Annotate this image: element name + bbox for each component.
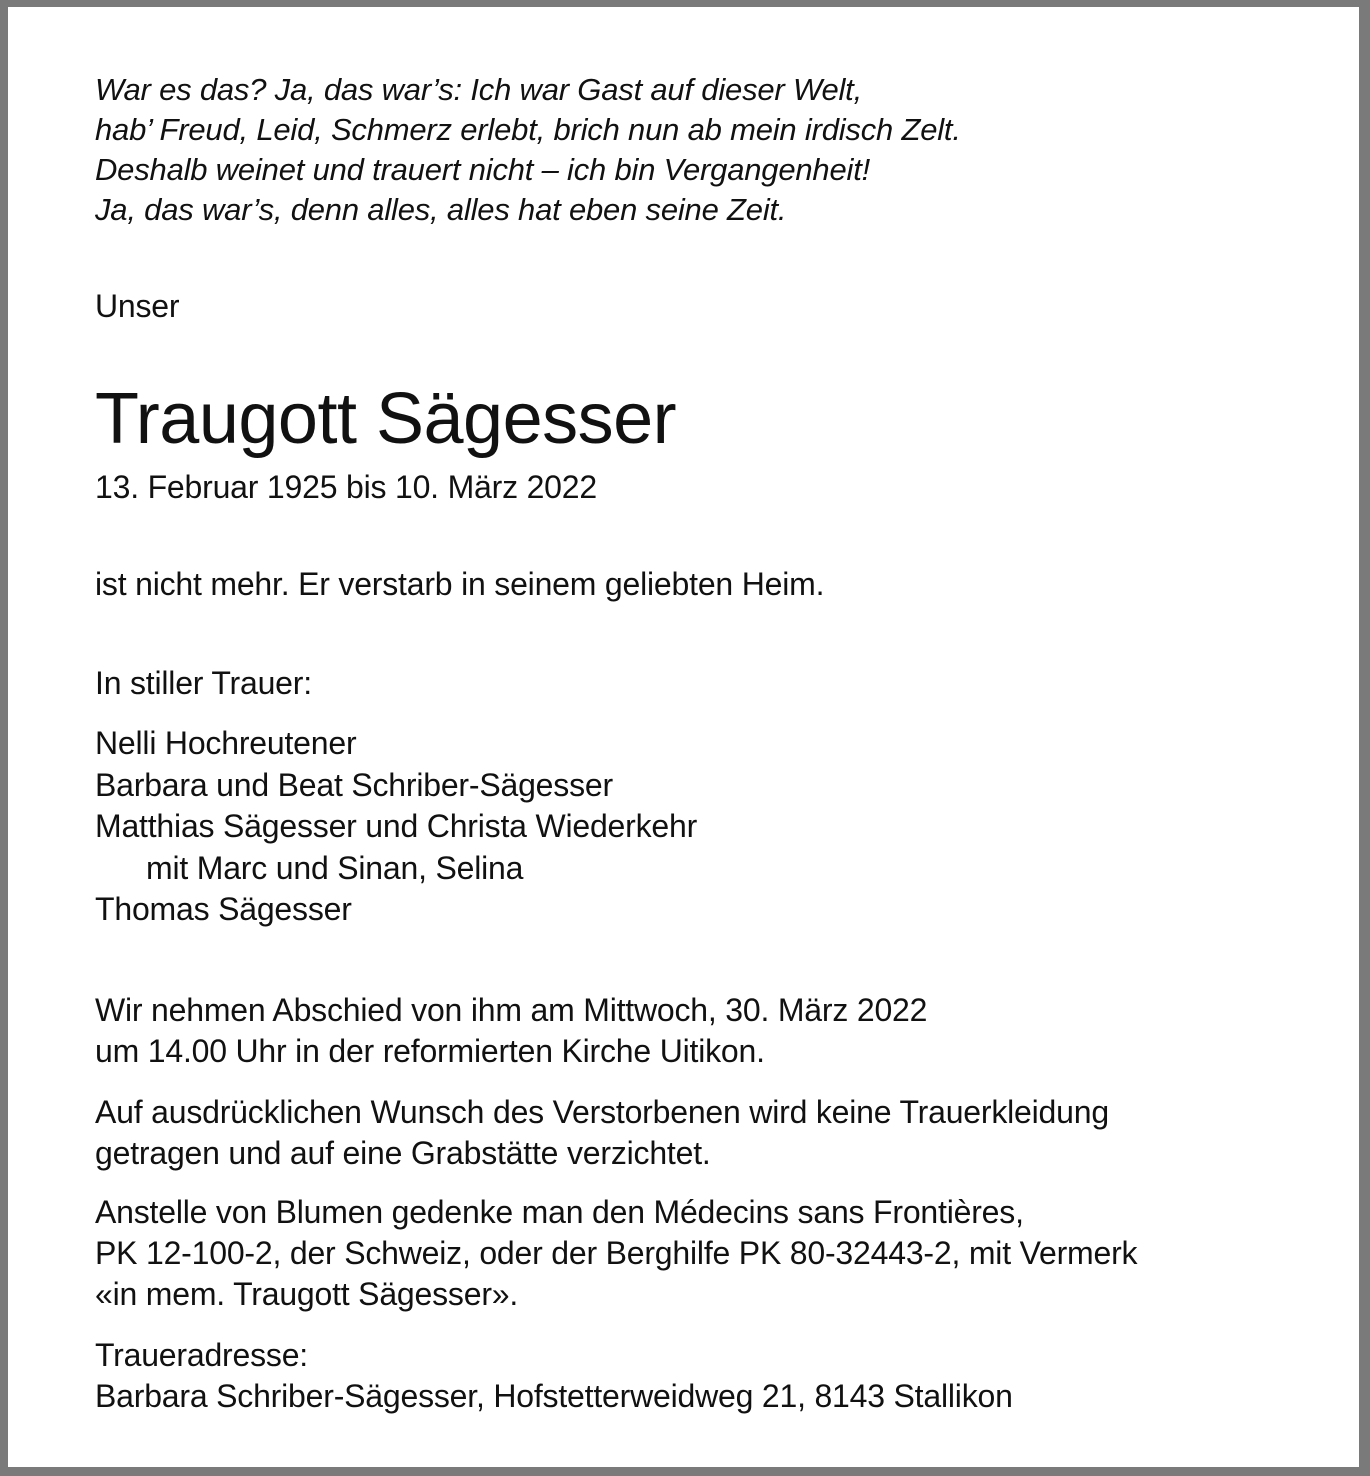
- mourner-entry: Thomas Sägesser: [95, 891, 352, 927]
- mourners-list: [95, 723, 697, 931]
- mourners-label: In stiller Trauer:: [95, 665, 312, 701]
- obituary-page: [8, 7, 1359, 1467]
- life-dates: 13. Februar 1925 bis 10. März 2022: [95, 469, 597, 505]
- address-value: Barbara Schriber-Sägesser, Hofstetterweidweg 21, 8143 Stallikon: [95, 1378, 1013, 1414]
- farewell-notice: [95, 990, 927, 1072]
- donation-line: Anstelle von Blumen gedenke man den Médecins sans Frontières,: [95, 1194, 1024, 1230]
- mourner-entry: Matthias Sägesser und Christa Wiederkehr: [95, 808, 698, 844]
- address-label: Traueradresse:: [95, 1337, 308, 1373]
- donation-line: PK 12-100-2, der Schweiz, oder der Berghilfe PK 80-32443-2, mit Vermerk: [95, 1235, 1138, 1271]
- donation-notice: [95, 1192, 1137, 1315]
- poem-line: Ja, das war’s, denn alles, alles hat eben seine Zeit.: [95, 192, 787, 227]
- farewell-line: Wir nehmen Abschied von ihm am Mittwoch, 30. März 2022: [95, 992, 928, 1028]
- mourner-entry: Nelli Hochreutener: [95, 725, 357, 761]
- poem-line: hab’ Freud, Leid, Schmerz erlebt, brich nun ab mein irdisch Zelt.: [95, 112, 961, 147]
- death-statement: ist nicht mehr. Er verstarb in seinem geliebten Heim.: [95, 566, 825, 602]
- poem-line: Deshalb weinet und trauert nicht – ich bin Vergangenheit!: [95, 152, 871, 187]
- announcement-prefix: Unser: [95, 288, 180, 324]
- deceased-name: Traugott Sägesser: [95, 379, 677, 459]
- mourner-entry: Barbara und Beat Schriber-Sägesser: [95, 766, 613, 803]
- mourning-address: [95, 1335, 1013, 1417]
- farewell-line: um 14.00 Uhr in der reformierten Kirche Uitikon.: [95, 1033, 765, 1069]
- poem: [95, 70, 961, 230]
- wish-line: getragen und auf eine Grabstätte verzichtet.: [95, 1135, 711, 1171]
- mourner-entry: mit Marc und Sinan, Selina: [146, 849, 524, 886]
- wish-line: Auf ausdrücklichen Wunsch des Verstorbenen wird keine Trauerkleidung: [95, 1094, 1109, 1130]
- poem-line: War es das? Ja, das war’s: Ich war Gast auf dieser Welt,: [95, 72, 862, 107]
- wish-notice: [95, 1092, 1109, 1174]
- donation-line: «in mem. Traugott Sägesser».: [95, 1276, 519, 1312]
